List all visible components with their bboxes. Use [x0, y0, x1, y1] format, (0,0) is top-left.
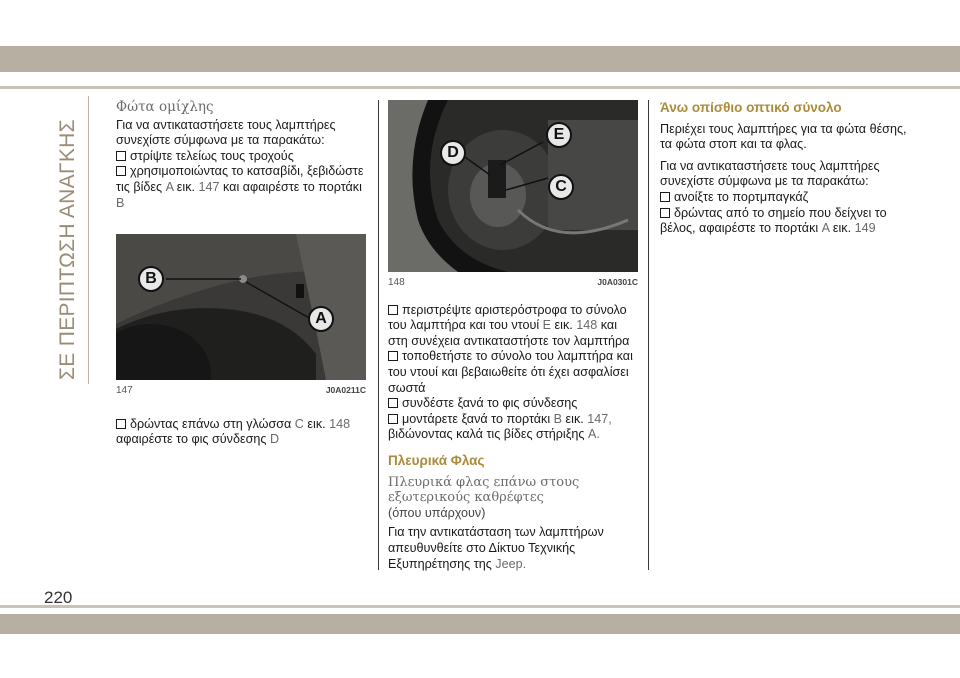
- ref-d: D: [269, 432, 280, 447]
- figure-148-caption: [388, 275, 638, 291]
- fig-ref-149: 149: [854, 221, 876, 236]
- column-divider-1: [378, 100, 379, 570]
- fig-ref-147b: 147,: [587, 411, 612, 426]
- column-3: [660, 100, 910, 237]
- figure-147-code: J0A0211C: [325, 385, 366, 396]
- side-indicators-text: Για την αντικατάσταση των λαμπτήρων απευθυνθείτε στο Δίκτυο Τεχνικής Εξυπηρέτησης της Jeep.: [388, 525, 604, 571]
- callout-a: A: [308, 306, 334, 332]
- fig-ref-147: 147: [198, 179, 220, 194]
- ref-e: E: [542, 318, 552, 333]
- step-turn-wheels: στρίψτε τελείως τους τροχούς: [116, 149, 366, 165]
- figure-147-caption: [116, 383, 366, 399]
- section-title: ΣΕ ΠΕΡΙΠΤΩΣΗ ΑΝΑΓΚΗΣ: [56, 119, 79, 380]
- figure-148-number: 148: [388, 277, 405, 288]
- step-refit-door: μοντάρετε ξανά το πορτάκι B εικ. 147, βιδώνοντας καλά τις βίδες στήριξης A.: [388, 412, 638, 443]
- fog-lights-title: Φώτα ομίχλης: [116, 99, 214, 115]
- ref-b2: B: [553, 411, 563, 426]
- step-refit-bulb: τοποθετήστε το σύνολο του λαμπτήρα και του ντουί και βεβαιωθείτε ότι έχει ασφαλίσει σωστά: [388, 349, 638, 396]
- figure-148-image: [388, 100, 638, 272]
- section-title-rule: [88, 96, 89, 384]
- step-open-tailgate: ανοίξτε το πορτμπαγκάζ: [660, 190, 910, 206]
- side-indicators-lead: Πλευρικά φλας επάνω στους εξωτερικούς καθρέφτες: [388, 474, 580, 506]
- ref-b: B: [116, 195, 125, 210]
- top-margin: [0, 0, 960, 46]
- header-rule: [0, 86, 960, 89]
- step-unscrew: χρησιμοποιώντας το κατσαβίδι, ξεβιδώστε τις βίδες A εικ. 147 και αφαιρέστε το πορτάκι B: [116, 164, 366, 211]
- figure-147-number: 147: [116, 385, 133, 397]
- callout-c: C: [548, 174, 574, 200]
- footer-band: [0, 614, 960, 634]
- figure-147-image: [116, 234, 366, 380]
- column-divider-2: [648, 100, 649, 570]
- ref-a2: A.: [587, 427, 600, 442]
- figure-148-code: J0A0301C: [597, 277, 638, 287]
- ref-a3: A: [821, 221, 830, 236]
- rear-light-p1: Περιέχει τους λαμπτήρες για τα φώτα θέσης, τα φώτα στοπ και τα φλας.: [660, 121, 907, 152]
- column-1: [116, 100, 366, 448]
- callout-d: D: [440, 140, 466, 166]
- callout-e: E: [546, 122, 572, 148]
- fog-lights-intro: Για να αντικαταστήσετε τους λαμπτήρες συνεχίστε σύμφωνα με τα παρακάτω:: [116, 117, 336, 148]
- header-band: [0, 46, 960, 72]
- figure-148: [388, 100, 638, 272]
- step-reconnect: συνδέστε ξανά το φις σύνδεσης: [388, 396, 638, 412]
- step-press-tab: δρώντας επάνω στη γλώσσα C εικ. 148 αφαιρέστε το φις σύνδεσης D: [116, 417, 366, 448]
- rear-light-heading: Άνω οπίσθιο οπτικό σύνολο: [660, 100, 842, 115]
- fig-ref-148: 148: [329, 416, 351, 431]
- rear-light-p2: Για να αντικαταστήσετε τους λαμπτήρες συνεχίστε σύμφωνα με τα παρακάτω:: [660, 158, 880, 189]
- figure-147: [116, 234, 366, 380]
- column-2: [388, 100, 638, 572]
- side-indicators-heading: Πλευρικά Φλας: [388, 452, 485, 468]
- fig-ref-148b: 148: [576, 318, 598, 333]
- side-indicators-note: (όπου υπάρχουν): [388, 505, 486, 520]
- step-rotate-bulb: περιστρέψτε αριστερόστροφα το σύνολο του λαμπτήρα και του ντουί E εικ. 148 και στη συνέχεια αντικαταστήστε τον λαμπτήρα: [388, 303, 638, 350]
- brand-name: Jeep.: [495, 556, 527, 571]
- callout-b: B: [138, 266, 164, 292]
- page-number: 220: [44, 588, 73, 607]
- ref-c: C: [294, 416, 304, 431]
- ref-a: A: [165, 179, 174, 194]
- footer-rule: [0, 605, 960, 608]
- step-remove-door: δρώντας από το σημείο που δείχνει το βέλος, αφαιρέστε το πορτάκι A εικ. 149: [660, 206, 910, 237]
